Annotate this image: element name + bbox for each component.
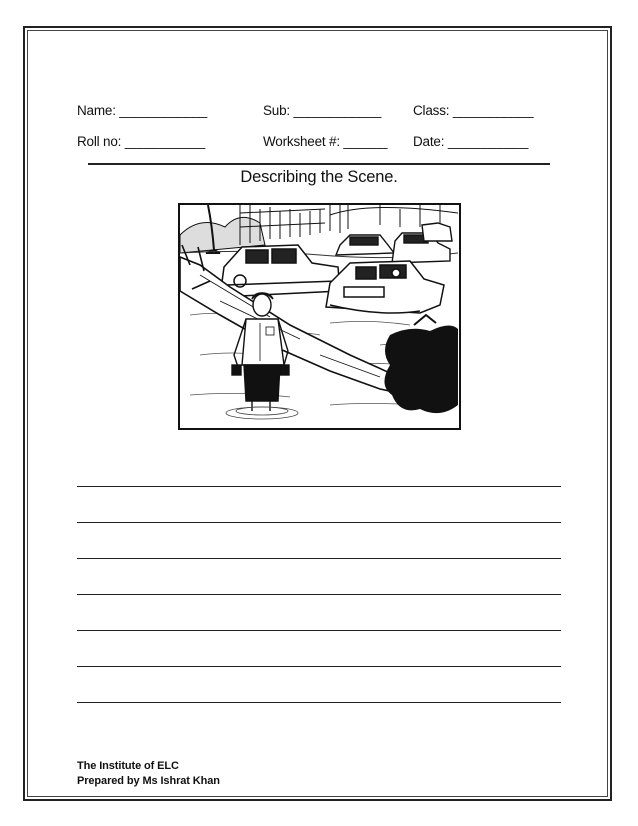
roll-no-field[interactable]: Roll no: ___________ [77,134,206,149]
writing-line[interactable] [77,486,561,487]
class-field[interactable]: Class: ___________ [413,103,534,118]
writing-line[interactable] [77,702,561,703]
flood-scene-picture [178,203,461,430]
footer-institute: The Institute of ELC [77,760,179,772]
writing-line[interactable] [77,630,561,631]
date-field[interactable]: Date: ___________ [413,134,529,149]
writing-line[interactable] [77,522,561,523]
header-divider [88,163,550,165]
flood-scene-illustration [180,205,458,427]
writing-line[interactable] [77,666,561,667]
subject-field[interactable]: Sub: ____________ [263,103,382,118]
writing-line[interactable] [77,594,561,595]
footer-prepared-by: Prepared by Ms Ishrat Khan [77,775,220,787]
writing-line[interactable] [77,558,561,559]
name-field[interactable]: Name: ____________ [77,103,208,118]
worksheet-number-field[interactable]: Worksheet #: ______ [263,134,388,149]
worksheet-title: Describing the Scene. [240,168,398,186]
